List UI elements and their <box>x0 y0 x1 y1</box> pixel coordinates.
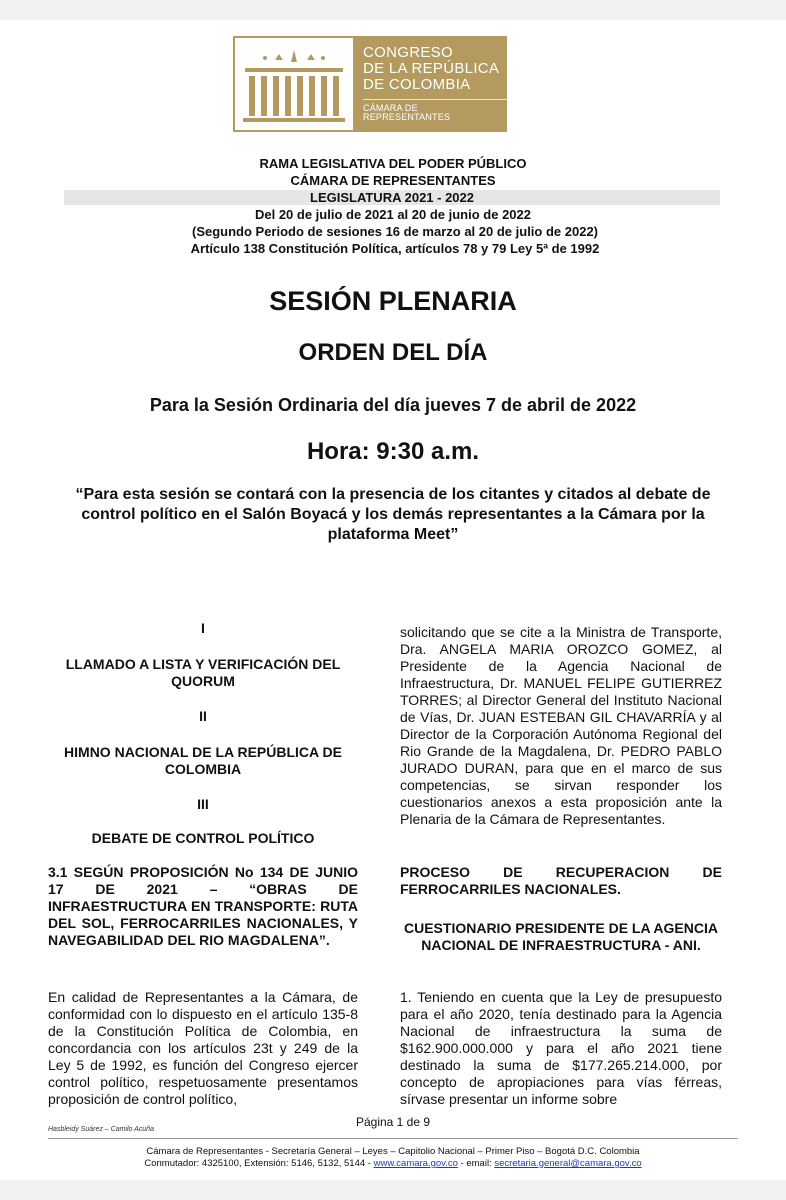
footer-divider <box>48 1138 738 1139</box>
logo-line-1: CONGRESO <box>363 44 453 62</box>
citation-paragraph: solicitando que se cite a la Ministra de Transporte, Dra. ANGELA MARIA OROZCO GOMEZ, al Presidente de la Agencia Nacional de Infraestructura, Dr. MANUEL FELIPE GUTIERREZ TORRES; al Director General del Instituto Nacional de Vías, Dr. JUAN ESTEBAN GIL CHAVARRÍA y al Director de la Corporación Autónoma Regional del Rio Grande de la Magdalena, Dr. PEDRO PABLO JURADO DURAN, para que en el marco de sus competencias, se sirvan responder los cuestionarios anexos a esta proposición ante la Plenaria de la Cámara de Representantes. <box>400 624 722 827</box>
section-anthem: HIMNO NACIONAL DE LA REPÚBLICA DE COLOMBIA <box>64 744 342 777</box>
section-number-iii: III <box>197 796 209 812</box>
bottom-margin <box>0 1180 786 1200</box>
authors-note: Hasbleidy Suárez – Camilo Acuña <box>48 1126 154 1133</box>
capitol-building-icon <box>235 38 353 130</box>
section-number-ii: II <box>199 708 207 724</box>
top-margin <box>0 0 786 20</box>
page-number: Página 1 de 9 <box>355 1115 431 1129</box>
session-title: SESIÓN PLENARIA <box>269 286 517 316</box>
session-time: Hora: 9:30 a.m. <box>306 438 480 465</box>
footer-contact <box>0 1158 786 1169</box>
proposition-body: En calidad de Representantes a la Cámara, de conformidad con lo dispuesto en el artículo 135-8 de la Constitución Política de Colombia, en concordancia con los artículos 23t y 249 de la Ley 5 de 1992, es función del Congreso ejercer control político, respetuosamente presentamos proposición de control político, <box>48 989 358 1107</box>
question-1: 1. Teniendo en cuenta que la Ley de presupuesto para el año 2020, tenía destinado para la Agencia Nacional de infraestructura la suma de $162.900.000.000 y para el año 2021 tiene destinado la suma de $177.265.214.000, por concepto de apropiaciones para vías férreas, sírvase presentar un informe sobre <box>400 989 722 1107</box>
session-note: “Para esta sesión se contará con la presencia de los citantes y citados al debate de control político en el Salón Boyacá y los demás representantes a la Cámara por la plataforma Meet” <box>75 486 711 543</box>
capitol-seal-icon <box>233 36 355 132</box>
footer-email-link[interactable]: secretaria.general@camara.gov.co <box>494 1158 642 1169</box>
logo-text <box>355 45 507 122</box>
railway-heading: PROCESO DE RECUPERACION DE FERROCARRILES NACIONALES. <box>400 864 722 897</box>
agenda-title: ORDEN DEL DÍA <box>298 339 488 366</box>
logo-line-2: DE LA REPÚBLICA <box>363 60 500 78</box>
logo-line-3: DE COLOMBIA <box>363 75 471 93</box>
congress-logo <box>233 36 507 132</box>
header-branch: RAMA LEGISLATIVA DEL PODER PÚBLICO <box>259 156 527 171</box>
header-session-period: (Segundo Periodo de sesiones 16 de marzo al 20 de julio de 2022) Artículo 138 Constitución Política, artículos 78 y 79 Ley 5ª de 1992 <box>190 224 600 256</box>
section-debate: DEBATE DE CONTROL POLÍTICO <box>91 830 315 846</box>
questionnaire-heading: CUESTIONARIO PRESIDENTE DE LA AGENCIA NACIONAL DE INFRAESTRUCTURA - ANI. <box>404 920 718 953</box>
footer-address: Cámara de Representantes - Secretaría General – Leyes – Capitolio Nacional – Primer Piso – Bogotá D.C. Colombia <box>146 1146 640 1157</box>
section-roll-call: LLAMADO A LISTA Y VERIFICACIÓN DEL QUORUM <box>65 656 341 689</box>
footer-website-link[interactable]: www.camara.gov.co <box>373 1158 458 1169</box>
footer-phone: Conmutador: 4325100, Extensión: 5146, 5132, 5144 - <box>144 1158 371 1169</box>
footer-email-label: - email: <box>460 1158 492 1169</box>
proposition-heading: 3.1 SEGÚN PROPOSICIÓN No 134 DE JUNIO 17 DE 2021 – “OBRAS DE INFRAESTRUCTURA EN TRANSPORTE: RUTA DEL SOL, FERROCARRILES NACIONALES, Y NAVEGABILIDAD DEL RIO MAGDALENA”. <box>48 864 358 948</box>
header-chamber: CÁMARA DE REPRESENTANTES <box>290 173 496 188</box>
header-legislature: LEGISLATURA 2021 - 2022 <box>64 190 720 205</box>
section-number-i: I <box>201 620 205 636</box>
session-date: Para la Sesión Ordinaria del día jueves 7 de abril de 2022 <box>149 395 637 415</box>
logo-line-4: CÁMARA DE REPRESENTANTES <box>363 99 507 123</box>
header-dates: Del 20 de julio de 2021 al 20 de junio de 2022 <box>254 207 531 222</box>
